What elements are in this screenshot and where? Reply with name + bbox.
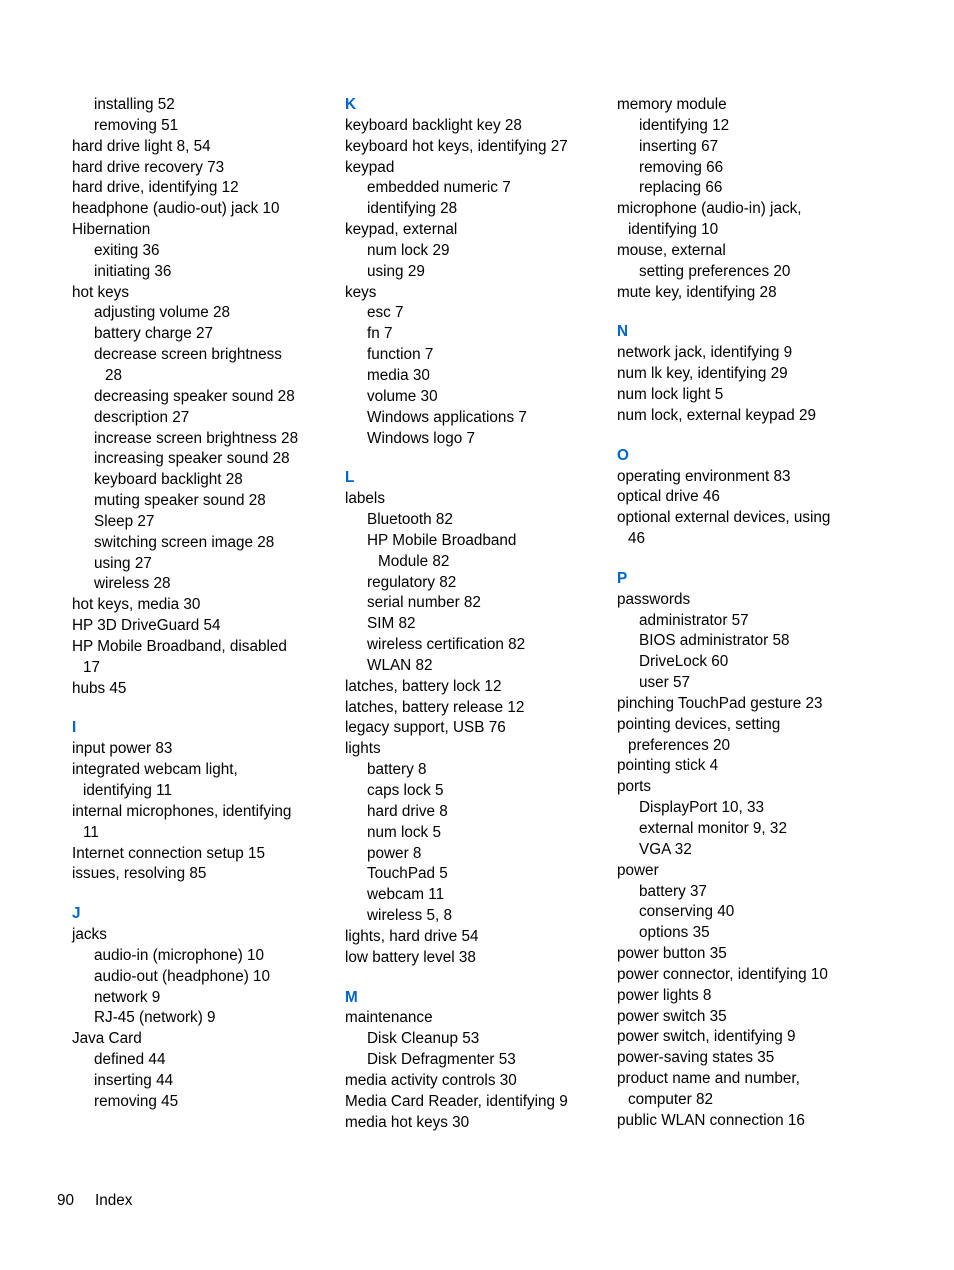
index-entry: media activity controls 30	[345, 1071, 517, 1089]
index-column-1	[72, 95, 332, 1113]
index-entry: jacks	[72, 926, 107, 944]
index-entry: power button 35	[617, 945, 727, 963]
index-subentry: DriveLock 60	[639, 653, 729, 671]
index-subentry: identifying 12	[639, 116, 730, 134]
index-entry-continuation: 46	[628, 530, 646, 548]
index-subentry: TouchPad 5	[367, 865, 448, 883]
index-entry: integrated webcam light,	[72, 761, 238, 779]
index-entry: ports	[617, 778, 652, 796]
index-entry: Media Card Reader, identifying 9	[345, 1092, 568, 1110]
index-subentry: inserting 67	[639, 137, 719, 155]
index-entry: pointing devices, setting	[617, 715, 781, 733]
index-entry: keypad, external	[345, 221, 458, 239]
index-entry: public WLAN connection 16	[617, 1111, 805, 1129]
index-entry: Internet connection setup 15	[72, 844, 266, 862]
index-subentry: caps lock 5	[367, 782, 444, 799]
index-entry: num lk key, identifying 29	[617, 365, 788, 383]
index-subentry: embedded numeric 7	[367, 179, 511, 197]
index-subentry: DisplayPort 10, 33	[639, 799, 764, 817]
index-entry-continuation: 11	[83, 823, 99, 841]
index-subentry: user 57	[639, 674, 691, 692]
index-subentry: switching screen image 28	[94, 533, 275, 551]
index-entry: hard drive light 8, 54	[72, 137, 211, 155]
index-entry: hard drive recovery 73	[72, 158, 225, 176]
index-subentry: using 27	[94, 554, 152, 572]
index-subentry: inserting 44	[94, 1071, 174, 1089]
index-subentry: removing 45	[94, 1092, 179, 1110]
index-entry: legacy support, USB 76	[345, 719, 506, 737]
index-subentry: options 35	[639, 924, 710, 942]
index-entry: hot keys, media 30	[72, 596, 201, 614]
index-subentry: function 7	[367, 346, 434, 364]
index-subentry: Disk Cleanup 53	[367, 1030, 480, 1048]
index-entry: keyboard backlight key 28	[345, 116, 522, 134]
index-subentry: conserving 40	[639, 903, 735, 921]
index-subentry: Windows logo 7	[367, 429, 475, 447]
index-entry: input power 83	[72, 740, 173, 758]
index-subentry: BIOS administrator 58	[639, 632, 790, 650]
index-entry-continuation: computer 82	[628, 1090, 714, 1108]
index-subentry: description 27	[94, 408, 190, 426]
page-number: 90	[57, 1192, 75, 1209]
index-subentry: administrator 57	[639, 611, 749, 629]
index-subentry: initiating 36	[94, 262, 172, 280]
index-subentry: serial number 82	[367, 594, 481, 612]
index-entry: labels	[345, 490, 385, 508]
index-subentry: wireless 28	[94, 575, 171, 593]
index-entry-continuation: preferences 20	[628, 736, 731, 754]
index-subentry: fn 7	[367, 325, 393, 343]
index-entry: mouse, external	[617, 241, 726, 259]
index-entry: microphone (audio-in) jack,	[617, 200, 802, 218]
index-subentry: SIM 82	[367, 615, 416, 633]
index-subentry: removing 66	[639, 158, 724, 176]
index-subentry: identifying 28	[367, 200, 458, 218]
index-subentry: power 8	[367, 844, 422, 862]
index-entry: low battery level 38	[345, 948, 476, 966]
index-entry: latches, battery release 12	[345, 698, 525, 716]
index-entry-continuation: 28	[105, 366, 123, 384]
index-subentry: battery 8	[367, 761, 427, 779]
index-subentry: battery 37	[639, 882, 708, 900]
index-subentry: decreasing speaker sound 28	[94, 387, 295, 405]
index-subentry: removing 51	[94, 116, 179, 134]
index-subentry: esc 7	[367, 304, 404, 322]
index-entry: keyboard hot keys, identifying 27	[345, 137, 568, 155]
index-subentry: increase screen brightness 28	[94, 429, 299, 447]
index-entry: internal microphones, identifying	[72, 802, 292, 820]
index-entry-continuation: Module 82	[378, 552, 450, 570]
index-subentry: decrease screen brightness	[94, 346, 282, 364]
page-footer	[57, 1191, 132, 1211]
section-title: Index	[95, 1192, 133, 1209]
index-subentry: installing 52	[94, 96, 175, 113]
index-subentry: adjusting volume 28	[94, 304, 231, 322]
index-entry: power-saving states 35	[617, 1049, 775, 1067]
index-column-3	[617, 95, 917, 1132]
index-entry: HP Mobile Broadband, disabled	[72, 637, 287, 655]
index-letter-heading: P	[617, 569, 628, 587]
index-subentry: num lock 29	[367, 241, 450, 259]
index-entry: num lock light 5	[617, 385, 724, 403]
index-letter-heading: I	[72, 719, 77, 737]
index-letter-heading: J	[72, 905, 81, 923]
index-subentry: Disk Defragmenter 53	[367, 1051, 516, 1069]
index-entry: pointing stick 4	[617, 757, 719, 775]
index-entry: hubs 45	[72, 679, 127, 697]
index-entry: hot keys	[72, 283, 129, 301]
index-subentry: audio-in (microphone) 10	[94, 946, 265, 964]
index-entry: hard drive, identifying 12	[72, 179, 239, 197]
index-subentry: network 9	[94, 988, 161, 1006]
index-subentry: Bluetooth 82	[367, 511, 453, 529]
index-subentry: battery charge 27	[94, 325, 214, 343]
index-entry: optical drive 46	[617, 488, 720, 506]
index-subentry: external monitor 9, 32	[639, 820, 787, 837]
index-entry: HP 3D DriveGuard 54	[72, 617, 221, 635]
index-subentry: keyboard backlight 28	[94, 471, 243, 489]
index-entry: media hot keys 30	[345, 1113, 470, 1131]
index-entry: power switch 35	[617, 1007, 727, 1025]
index-entry: operating environment 83	[617, 467, 791, 485]
index-entry: power connector, identifying 10	[617, 965, 828, 983]
index-subentry: replacing 66	[639, 179, 723, 197]
index-entry-continuation: identifying 10	[628, 221, 719, 239]
index-subentry: audio-out (headphone) 10	[94, 967, 271, 985]
index-entry: mute key, identifying 28	[617, 283, 777, 301]
index-entry: power lights 8	[617, 986, 712, 1004]
index-subentry: muting speaker sound 28	[94, 492, 266, 510]
index-entry: Hibernation	[72, 221, 151, 239]
index-entry: issues, resolving 85	[72, 865, 207, 883]
index-entry: product name and number,	[617, 1070, 800, 1088]
index-entry: power switch, identifying 9	[617, 1028, 796, 1046]
index-subentry: HP Mobile Broadband	[367, 531, 517, 549]
index-entry: num lock, external keypad 29	[617, 406, 816, 424]
index-letter-heading: N	[617, 323, 629, 341]
index-subentry: VGA 32	[639, 840, 692, 858]
index-subentry: volume 30	[367, 387, 438, 405]
index-subentry: Windows applications 7	[367, 408, 527, 426]
index-entry-continuation: identifying 11	[83, 782, 173, 799]
index-entry: Java Card	[72, 1030, 142, 1048]
index-entry: lights	[345, 740, 381, 758]
index-subentry: increasing speaker sound 28	[94, 450, 290, 468]
index-entry: keys	[345, 283, 377, 301]
index-entry: optional external devices, using	[617, 509, 831, 527]
index-subentry: setting preferences 20	[639, 262, 791, 280]
index-entry: passwords	[617, 590, 691, 608]
index-subentry: exiting 36	[94, 241, 160, 259]
index-letter-heading: K	[345, 96, 357, 113]
index-entry-continuation: 17	[83, 658, 101, 676]
index-subentry: wireless certification 82	[367, 636, 526, 654]
index-subentry: Sleep 27	[94, 512, 155, 530]
index-entry: lights, hard drive 54	[345, 927, 479, 945]
index-entry: keypad	[345, 158, 395, 176]
index-subentry: defined 44	[94, 1051, 166, 1069]
index-subentry: webcam 11	[367, 886, 445, 904]
index-entry: pinching TouchPad gesture 23	[617, 694, 823, 712]
index-subentry: media 30	[367, 366, 430, 384]
index-letter-heading: L	[345, 469, 355, 487]
index-subentry: wireless 5, 8	[367, 907, 453, 925]
index-subentry: regulatory 82	[367, 573, 457, 591]
index-entry: headphone (audio-out) jack 10	[72, 200, 280, 218]
index-column-2	[345, 95, 605, 1134]
index-entry: power	[617, 861, 659, 879]
index-subentry: using 29	[367, 262, 425, 280]
index-subentry: WLAN 82	[367, 656, 433, 674]
index-entry: maintenance	[345, 1009, 433, 1027]
index-entry: network jack, identifying 9	[617, 344, 793, 362]
index-letter-heading: M	[345, 988, 358, 1006]
index-subentry: RJ-45 (network) 9	[94, 1009, 216, 1027]
index-letter-heading: O	[617, 446, 629, 464]
index-entry: memory module	[617, 96, 727, 113]
index-subentry: num lock 5	[367, 823, 441, 841]
index-entry: latches, battery lock 12	[345, 677, 502, 695]
index-subentry: hard drive 8	[367, 802, 448, 820]
